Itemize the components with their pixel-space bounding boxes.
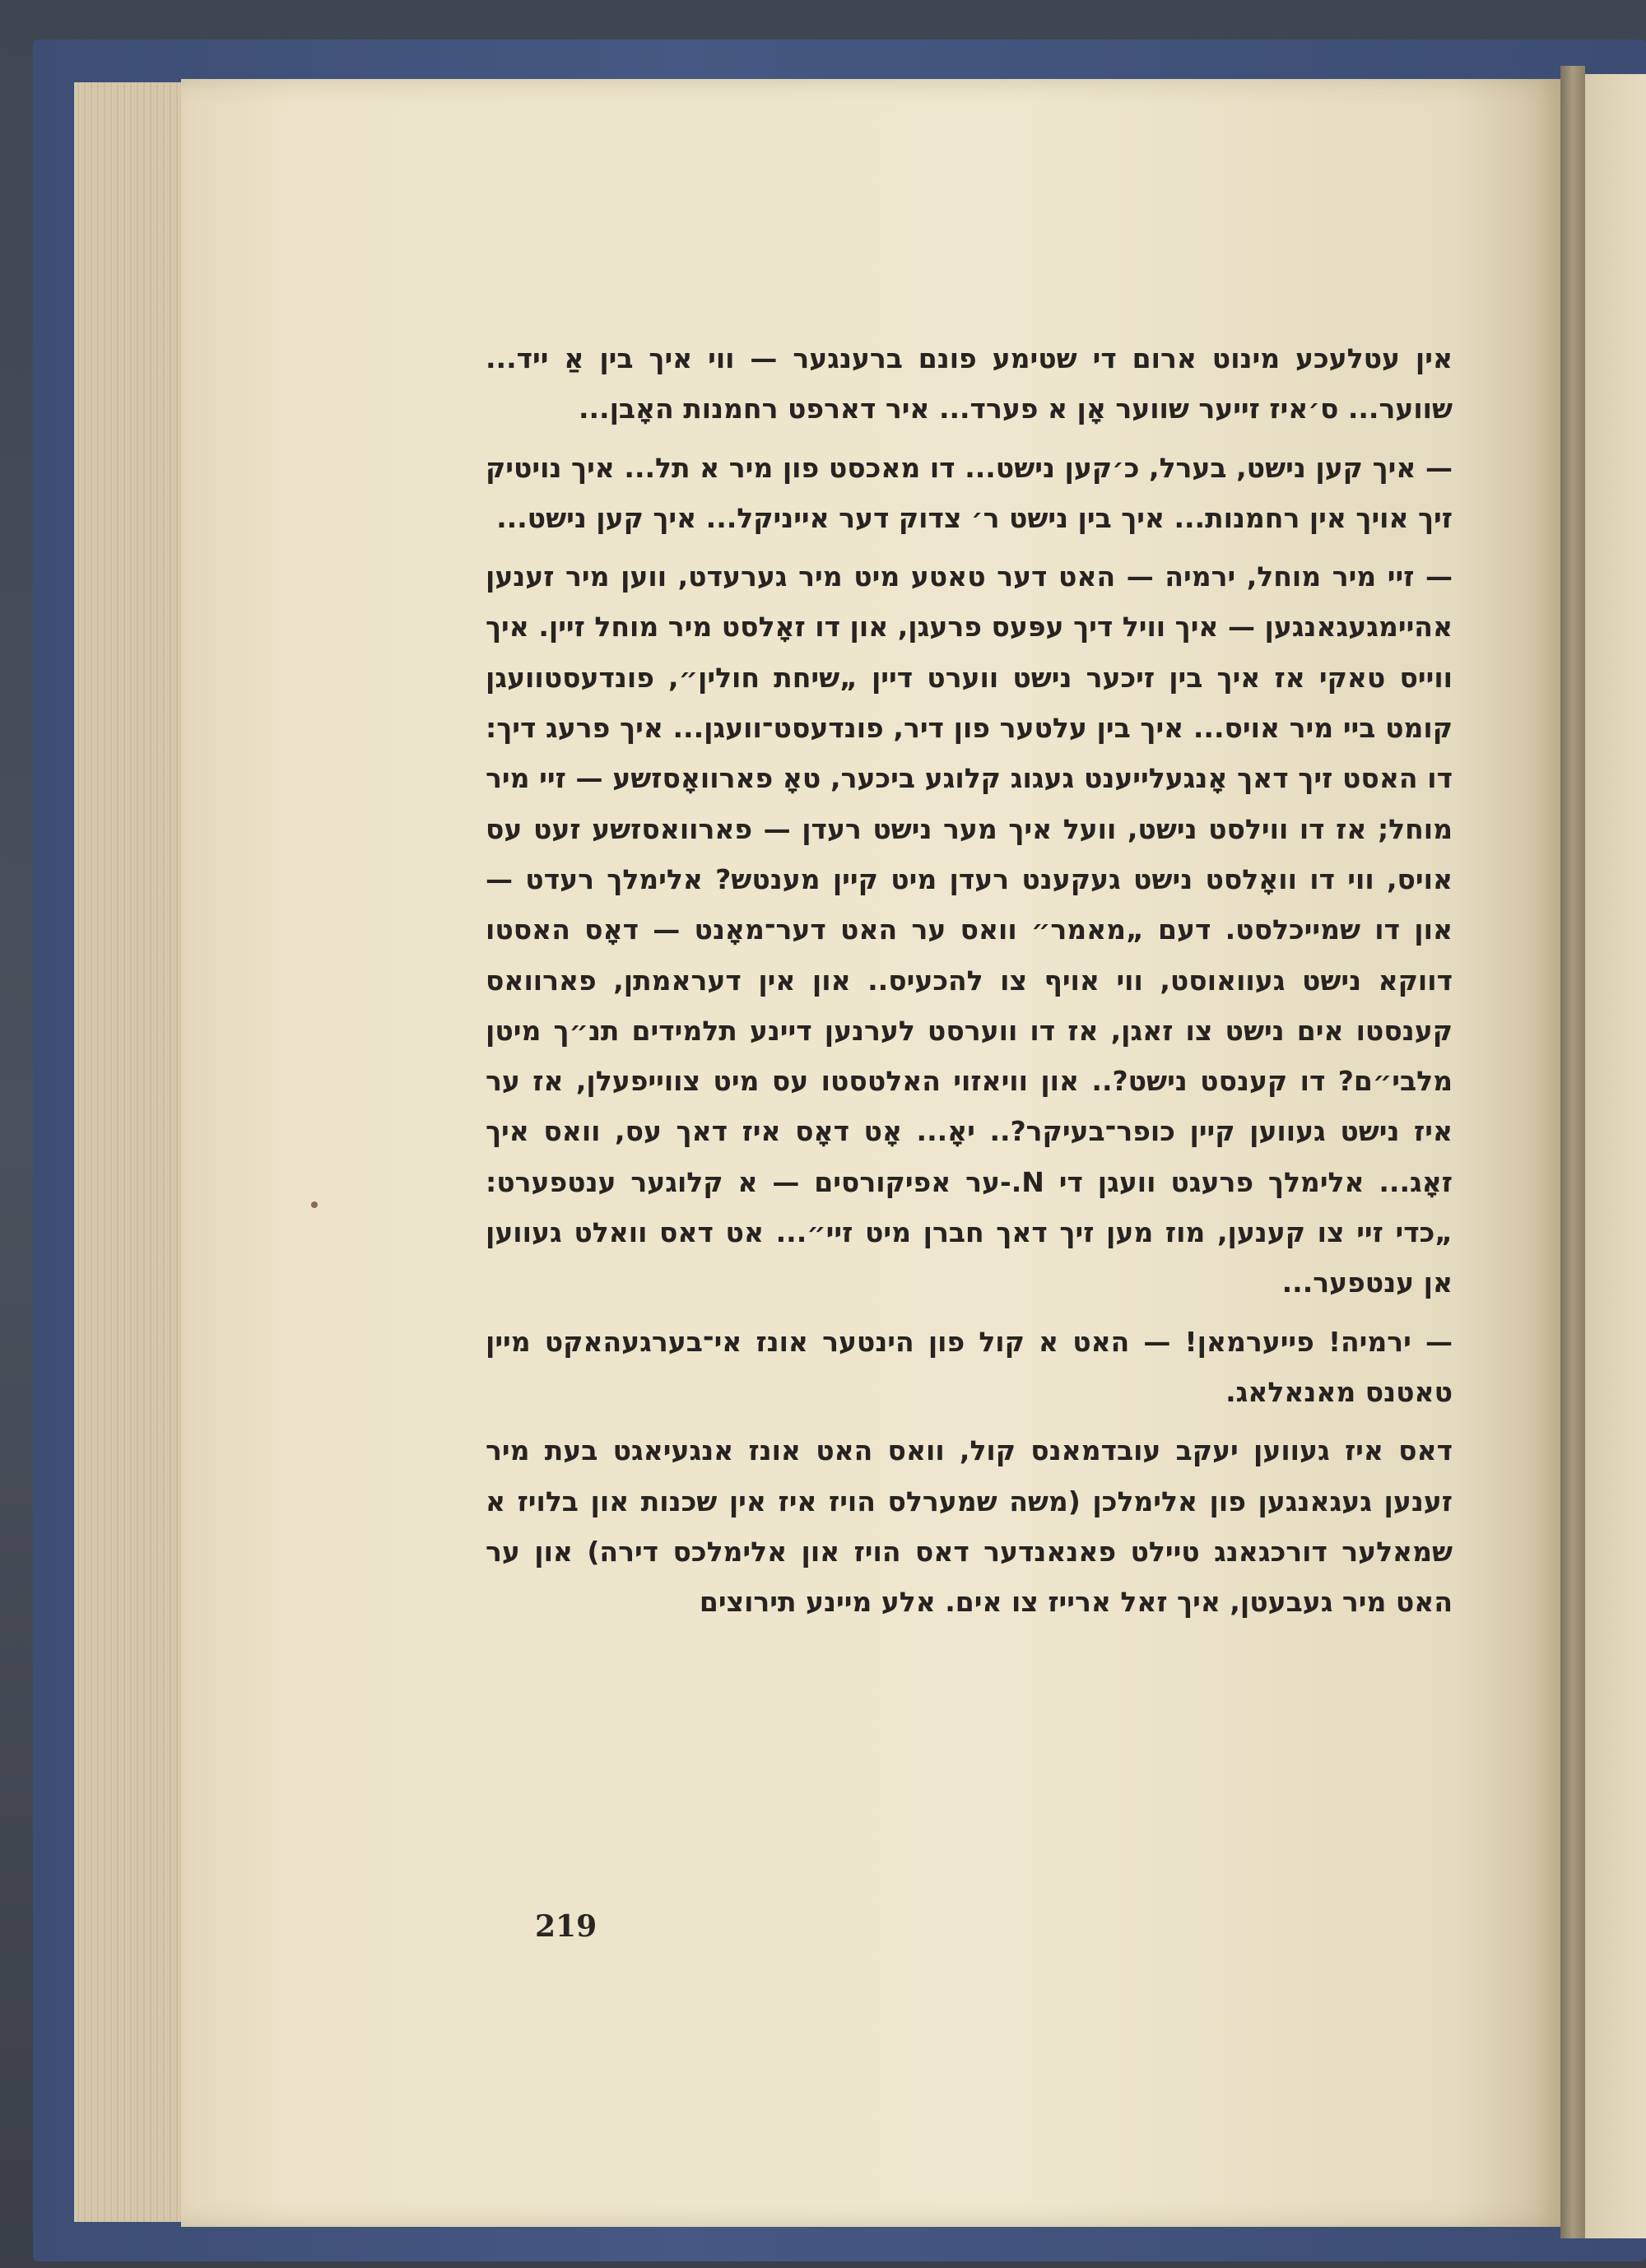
paragraph: אין עטלעכע מינוט ארום די שטימע פונם ברענגער — ווי איך בין אַ ייד... שווער... ס׳איז זייער שווער אָן א פערד... איר דארפט רחמנות האָבן... — [486, 342, 1453, 425]
page-edges — [74, 82, 198, 2222]
book-gutter — [1560, 66, 1585, 2238]
paragraph: דאס איז געווען יעקב עובדמאנס קול, וואס האט אונז אנגעיאגט בעת מיר זענען געגאנגען פון אלימלכן (משה שמערלס הויז איז אין שכנות און בלויז א שמאלער דורכגאנג טיילט פאנאנדער דאס הויז און אלימלכס דירה) און ער האט מיר געבעטן, איך זאל ארייז צו אים. אלע מיינע תירוצים — [486, 1434, 1453, 1619]
page-number: 219 — [535, 1909, 597, 1944]
paragraph: — איך קען נישט, בערל, כ׳קען נישט... דו מאכסט פון מיר א תל... איך נויטיק זיך אויך אין רחמנות... איך בין נישט ר׳ צדוק דער איי‍ניקל... איך קען נישט... — [486, 451, 1453, 534]
paragraph: — ירמיה! פייערמאן! — האט א קול פון הינטער אונז אי־בערגעהאקט מיין טאטנס מאנאלאג. — [486, 1325, 1453, 1408]
paragraph: — זיי מיר מוחל, ירמיה — האט דער טאטע מיט מיר גערעדט, ווען מיר זענען אהיימגעגאנגען — איך וויל דיך עפּעס פרעגן, און דו זאָלסט מיר מוחל זיין. איך ווייס טאקי אז איך בין זיכער נישט ווערט דיין „שיחת חולין״, פונדעסטוועגן קומט ביי מיר אויס... איך בין עלטער פון דיר, פונדעסט־וועגן... איך פרעג דיך: דו האסט זיך דאך אָנגעלייענט געגוג קלוגע ביכער, טאָ פארוואָסזשע — זיי מיר מוחל; אז דו ווילסט נישט, וועל איך מער נישט רעדן — פארוואסזשע זעט עס אויס, ווי דו וואָלסט נישט געקענט רעדן מיט קיין מענטש? אלימלך רעדט — און דו שמייכלסט. דעם „מאמר״ וואס ער האט דער־מאָנט — דאָס האסטו דווקא נישט געוואוסט, ווי אויף צו להכעיס.. און אין דעראמתן, פארוואס קענסטו אים נישט צו זאגן, אז דו ווערסט לערנען דיינע תלמידים תנ״ך מיטן מלבי״ם? דו קענסט נישט?.. און וויאזוי האלטסטו עס מיט צווייפעלן, אז ער איז נישט געווען קיין כופר־בעיקר?.. יאָ... אָט דאָס איז דאך עס, וואס איך זאָג... אלימלך פרעגט וועגן די N.-ער אפיקורסים — א קלוגער ענטפערט: „כדי זיי צו קענען, מוז מען זיך דאך חברן מיט זיי״... אט דאס וואלט געווען אן ענטפער... — [486, 560, 1453, 1299]
body-text — [486, 333, 1453, 1627]
facing-page-edge — [1585, 74, 1646, 2238]
paper-speck — [311, 1201, 318, 1208]
